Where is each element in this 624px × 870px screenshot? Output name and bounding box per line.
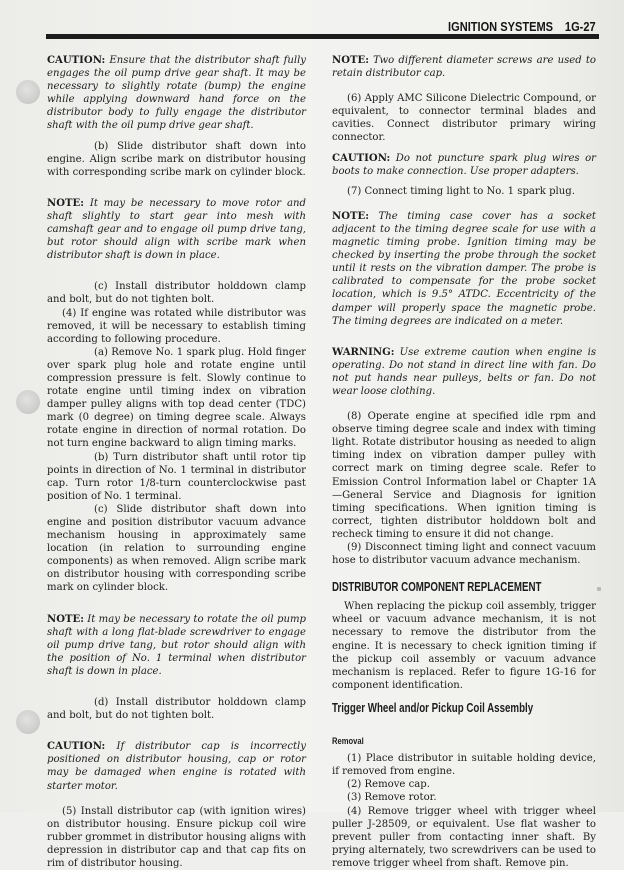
note-text: The timing case cover has a socket adjacent to the timing degree scale for use with a magnetic timing probe. Ignition timing may be checked by inserting the probe through the socket until it rests on the vibration damper. The probe is calibrated to compensate for the probe socket location, which is 9.5° ATDC. Eccentricity of the damper will properly space the magnetic probe. The timing degrees are indicated on a meter. <box>332 210 596 327</box>
caution-text: If distributor cap is incorrectly positioned on distributor housing, cap or rotor may be damaged when engine is rotated with starter motor. <box>47 741 306 792</box>
note-text: Two different diameter screws are used to retain distributor cap. <box>332 55 596 80</box>
note-text: It may be necessary to move rotor and shaft slightly to start gear into mesh with camshaft gear and to engage oil pump drive tang, but rotor should align with scribe mark when distributor shaft is down in place. <box>47 197 306 262</box>
procedure-step: (4) If engine was rotated while distributor was removed, it will be necessary to establish timing according to following procedure. <box>47 307 306 345</box>
procedure-step: (c) Install distributor holddown clamp and bolt, but do not tighten bolt. <box>47 281 306 306</box>
caution-label: CAUTION: <box>332 152 391 164</box>
warning-block <box>332 346 596 398</box>
procedure-step: (b) Turn distributor shaft until rotor tip points in direction of No. 1 terminal in distributor cap. Turn rotor 1/8-turn counterclockwise past position of No. 1 terminal. <box>47 451 306 502</box>
caution-text: Ensure that the distributor shaft fully engages the oil pump drive gear shaft. It may be necessary to slightly rotate (bump) the engine while applying downward hand force on the distributor body to fully engage the distributor shaft with the oil pump drive gear shaft. <box>47 55 306 132</box>
minor-heading: Removal <box>332 736 364 748</box>
binder-punch-hole <box>16 80 40 104</box>
section-heading: DISTRIBUTOR COMPONENT REPLACEMENT <box>332 580 542 595</box>
procedure-step: (5) Install distributor cap (with ignition wires) on distributor housing. Ensure pickup coil wire rubber grommet in distributor housing aligns with depression in distributor cap and that cap fits on rim of distributor housing. <box>47 805 306 869</box>
procedure-step: (6) Apply AMC Silicone Dielectric Compound, or equivalent, to connector terminal blades and cavities. Connect distributor primary wiring connector. <box>332 93 596 144</box>
note-block <box>332 210 596 328</box>
note-label: NOTE: <box>47 197 84 209</box>
warning-text: Use extreme caution when engine is operating. Do not stand in direct line with fan. Do not put hands near pulleys, belts or fan. Do not wear loose clothing. <box>332 346 596 397</box>
procedure-step: (7) Connect timing light to No. 1 spark plug. <box>347 185 575 197</box>
caution-block <box>47 54 306 133</box>
binder-punch-hole <box>16 390 40 414</box>
procedure-step: (2) Remove cap. <box>347 779 430 791</box>
header-rule <box>46 34 599 39</box>
binder-punch-hole <box>16 710 40 734</box>
subsection-heading: Trigger Wheel and/or Pickup Coil Assembly <box>332 700 534 715</box>
procedure-step: (8) Operate engine at specified idle rpm and observe timing degree scale and index with timing light. Rotate distributor housing as needed to align timing index on vibration damper pulley with correct mark on timing degree scale. Refer to Emission Control Information label or Chapter 1A—General Service and Diagnosis for ignition timing specifications. When ignition timing is correct, tighten distributor holddown bolt and recheck timing to ensure it did not change. <box>332 411 596 540</box>
procedure-step: (d) Install distributor holddown clamp and bolt, but do not tighten bolt. <box>47 697 306 722</box>
procedure-step: (b) Slide distributor shaft down into engine. Align scribe mark on distributor housing with corresponding scribe mark on cylinder block. <box>47 140 306 178</box>
procedure-step: (3) Remove rotor. <box>347 792 437 804</box>
procedure-step: (1) Place distributor in suitable holding device, if removed from engine. <box>332 753 596 778</box>
note-text: It may be necessary to rotate the oil pump shaft with a long flat-blade screwdriver to engage oil pump drive tang, but rotor should align with the position of No. 1 terminal when distributor shaft is down in place. <box>47 613 306 677</box>
right-column <box>332 54 596 870</box>
note-block <box>47 613 306 678</box>
scan-speck <box>597 587 601 591</box>
note-block <box>47 197 306 262</box>
procedure-step: (a) Remove No. 1 spark plug. Hold finger over spark plug hole and rotate engine until compression pressure is felt. Slowly continue to rotate engine until timing index on vibration damper pulley aligns with top dead center (TDC) mark (0 degree) on timing degree scale. Always rotate engine in direction of normal rotation. Do not turn engine backward to align timing marks. <box>47 346 306 450</box>
caution-text: Do not puncture spark plug wires or boots to make connection. Use proper adapters. <box>332 152 596 177</box>
section-title: IGNITION SYSTEMS <box>448 19 554 34</box>
warning-label: WARNING: <box>332 346 395 358</box>
caution-block <box>332 152 596 178</box>
caution-block <box>47 740 306 792</box>
note-label: NOTE: <box>47 613 84 625</box>
note-label: NOTE: <box>332 210 369 222</box>
running-header <box>448 19 596 34</box>
procedure-step: (4) Remove trigger wheel with trigger wheel puller J-28509, or equivalent. Use flat washer to prevent puller from contacting inner shaft. By prying alternately, two screwdrivers can be used to remove trigger wheel from shaft. Remove pin. <box>332 805 596 869</box>
caution-label: CAUTION: <box>47 55 106 66</box>
procedure-step: (9) Disconnect timing light and connect vacuum hose to distributor vacuum advance mechanism. <box>332 542 596 567</box>
note-label: NOTE: <box>332 55 369 66</box>
left-column <box>47 54 306 870</box>
procedure-step: (c) Slide distributor shaft down into engine and position distributor vacuum advance mechanism housing in approximately same location (in relation to surrounding engine components) as when removed. Align scribe mark on distributor housing with corresponding scribe mark on cylinder block. <box>47 503 306 594</box>
page-number: 1G-27 <box>565 19 596 34</box>
caution-label: CAUTION: <box>47 741 106 753</box>
note-block <box>332 54 596 80</box>
section-intro: When replacing the pickup coil assembly, trigger wheel or vacuum advance mechanism, it is not necessary to remove the distributor from the engine. It is necessary to check ignition timing if the pickup coil assembly or vacuum advance mechanism is replaced. Refer to figure 1G-16 for component identification. <box>332 601 596 691</box>
